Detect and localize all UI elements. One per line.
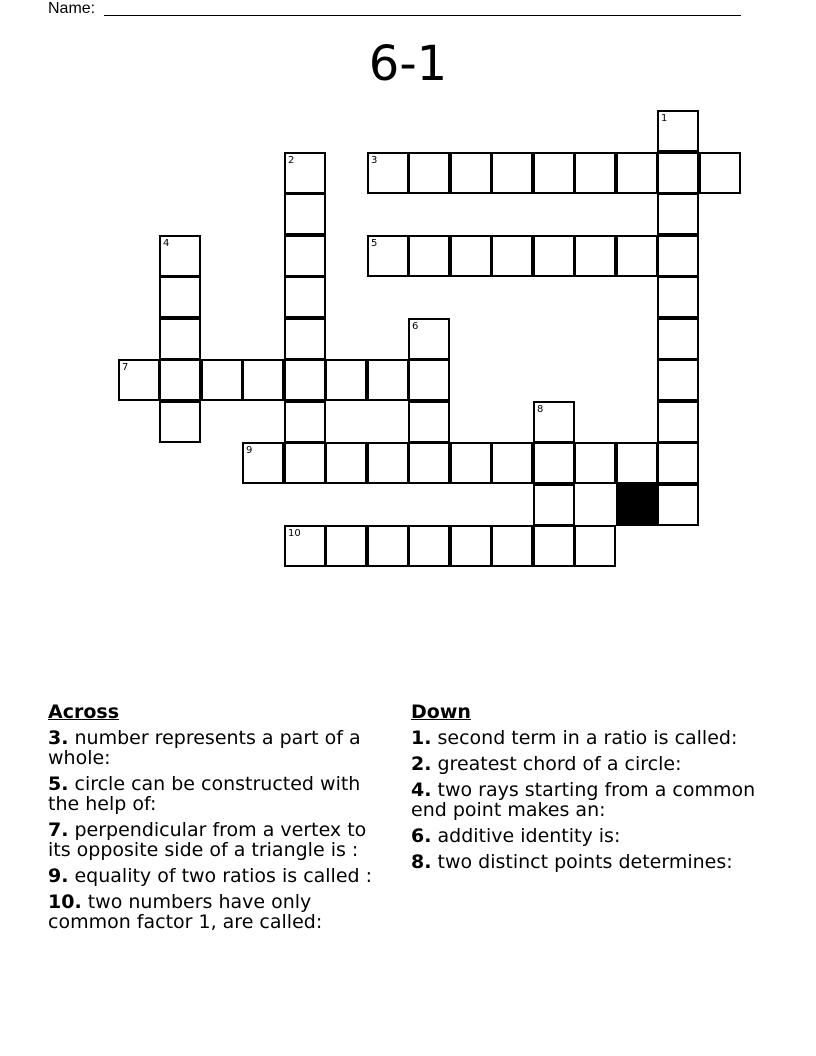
crossword-cell[interactable] bbox=[367, 525, 409, 567]
down-clue bbox=[411, 852, 771, 872]
clue-number-label: 4 bbox=[163, 238, 170, 249]
clue-number-label: 2 bbox=[288, 155, 295, 166]
crossword-cell[interactable] bbox=[574, 442, 616, 484]
crossword-cell[interactable] bbox=[367, 152, 409, 194]
crossword-cell[interactable] bbox=[408, 359, 450, 401]
crossword-cell[interactable] bbox=[367, 235, 409, 277]
crossword-cell[interactable] bbox=[491, 525, 533, 567]
crossword-cell[interactable] bbox=[533, 235, 575, 277]
clue-number-label: 6 bbox=[412, 321, 419, 332]
clue-text: number represents a part of a whole: bbox=[48, 727, 361, 769]
crossword-cell[interactable] bbox=[657, 235, 699, 277]
crossword-cell[interactable] bbox=[657, 193, 699, 235]
down-clues bbox=[411, 702, 771, 878]
clue-text: perpendicular from a vertex to its opposite side of a triangle is : bbox=[48, 819, 367, 861]
crossword-cell[interactable] bbox=[201, 359, 243, 401]
crossword-cell[interactable] bbox=[533, 484, 575, 526]
crossword-cell[interactable] bbox=[159, 318, 201, 360]
down-clue bbox=[411, 728, 771, 748]
clue-number: 1. bbox=[411, 727, 432, 749]
across-clue bbox=[48, 728, 388, 768]
crossword-cell[interactable] bbox=[284, 235, 326, 277]
crossword-cell[interactable] bbox=[284, 193, 326, 235]
down-clue bbox=[411, 826, 771, 846]
crossword-cell[interactable] bbox=[408, 442, 450, 484]
clue-text: greatest chord of a circle: bbox=[431, 753, 682, 775]
crossword-cell[interactable] bbox=[159, 359, 201, 401]
crossword-cell[interactable] bbox=[450, 235, 492, 277]
clue-number-label: 9 bbox=[246, 445, 253, 456]
crossword-cell[interactable] bbox=[408, 235, 450, 277]
crossword-cell[interactable] bbox=[242, 442, 284, 484]
crossword-cell[interactable] bbox=[699, 152, 741, 194]
crossword-cell[interactable] bbox=[616, 152, 658, 194]
crossword-cell[interactable] bbox=[159, 401, 201, 443]
crossword-cell[interactable] bbox=[159, 276, 201, 318]
crossword-cell[interactable] bbox=[159, 235, 201, 277]
clue-number: 8. bbox=[411, 851, 432, 873]
crossword-cell[interactable] bbox=[533, 525, 575, 567]
across-clue bbox=[48, 866, 388, 886]
clue-number: 4. bbox=[411, 779, 432, 801]
crossword-cell[interactable] bbox=[657, 152, 699, 194]
crossword-cell[interactable] bbox=[284, 359, 326, 401]
crossword-cell[interactable] bbox=[408, 525, 450, 567]
crossword-cell[interactable] bbox=[533, 442, 575, 484]
crossword-cell[interactable] bbox=[408, 401, 450, 443]
crossword-cell[interactable] bbox=[450, 442, 492, 484]
clue-number: 10. bbox=[48, 891, 82, 913]
crossword-cell[interactable] bbox=[657, 401, 699, 443]
crossword-cell[interactable] bbox=[450, 525, 492, 567]
crossword-cell[interactable] bbox=[616, 442, 658, 484]
crossword-cell[interactable] bbox=[491, 152, 533, 194]
clue-text: circle can be constructed with the help of: bbox=[48, 773, 361, 815]
clue-number: 7. bbox=[48, 819, 69, 841]
crossword-cell[interactable] bbox=[657, 276, 699, 318]
clue-number: 5. bbox=[48, 773, 69, 795]
across-clue bbox=[48, 820, 388, 860]
crossword-cell[interactable] bbox=[408, 152, 450, 194]
clue-number-label: 5 bbox=[371, 238, 378, 249]
crossword-cell[interactable] bbox=[284, 276, 326, 318]
crossword-cell[interactable] bbox=[657, 484, 699, 526]
clue-text: two distinct points determines: bbox=[431, 851, 733, 873]
across-clues bbox=[48, 702, 388, 938]
clue-number-label: 1 bbox=[661, 113, 668, 124]
crossword-block bbox=[616, 484, 658, 526]
crossword-cell[interactable] bbox=[118, 359, 160, 401]
down-clue bbox=[411, 754, 771, 774]
crossword-cell[interactable] bbox=[367, 359, 409, 401]
crossword-cell[interactable] bbox=[533, 152, 575, 194]
crossword-cell[interactable] bbox=[284, 152, 326, 194]
clue-text: equality of two ratios is called : bbox=[68, 865, 373, 887]
crossword-cell[interactable] bbox=[574, 152, 616, 194]
clue-number: 3. bbox=[48, 727, 69, 749]
crossword-cell[interactable] bbox=[325, 442, 367, 484]
clue-number-label: 10 bbox=[288, 528, 301, 539]
crossword-cell[interactable] bbox=[574, 525, 616, 567]
name-label: Name: bbox=[48, 0, 96, 17]
across-heading: Across bbox=[48, 701, 120, 723]
crossword-cell[interactable] bbox=[284, 401, 326, 443]
clue-text: two numbers have only common factor 1, are called: bbox=[48, 891, 323, 933]
clue-number-label: 7 bbox=[122, 362, 129, 373]
crossword-cell[interactable] bbox=[491, 442, 533, 484]
across-clue bbox=[48, 892, 388, 932]
crossword-cell[interactable] bbox=[284, 318, 326, 360]
clue-text: second term in a ratio is called: bbox=[431, 727, 738, 749]
crossword-cell[interactable] bbox=[450, 152, 492, 194]
crossword-cell[interactable] bbox=[325, 359, 367, 401]
crossword-cell[interactable] bbox=[616, 235, 658, 277]
crossword-cell[interactable] bbox=[574, 235, 616, 277]
clue-number-label: 3 bbox=[371, 155, 378, 166]
clue-number: 2. bbox=[411, 753, 432, 775]
down-heading: Down bbox=[411, 701, 471, 723]
crossword-cell[interactable] bbox=[657, 359, 699, 401]
crossword-cell[interactable] bbox=[284, 442, 326, 484]
puzzle-title: 6-1 bbox=[368, 36, 448, 92]
across-clue bbox=[48, 774, 388, 814]
crossword-cell[interactable] bbox=[491, 235, 533, 277]
crossword-cell[interactable] bbox=[325, 525, 367, 567]
crossword-cell[interactable] bbox=[242, 359, 284, 401]
crossword-cell[interactable] bbox=[367, 442, 409, 484]
clue-text: two rays starting from a common end point makes an: bbox=[411, 779, 756, 821]
down-clue bbox=[411, 780, 771, 820]
clue-number: 6. bbox=[411, 825, 432, 847]
clue-number-label: 8 bbox=[537, 404, 544, 415]
clue-text: additive identity is: bbox=[431, 825, 621, 847]
crossword-cell[interactable] bbox=[657, 442, 699, 484]
clue-number: 9. bbox=[48, 865, 69, 887]
crossword-cell[interactable] bbox=[657, 318, 699, 360]
crossword-cell[interactable] bbox=[657, 110, 699, 152]
crossword-cell[interactable] bbox=[284, 525, 326, 567]
crossword-cell[interactable] bbox=[533, 401, 575, 443]
crossword-cell[interactable] bbox=[408, 318, 450, 360]
